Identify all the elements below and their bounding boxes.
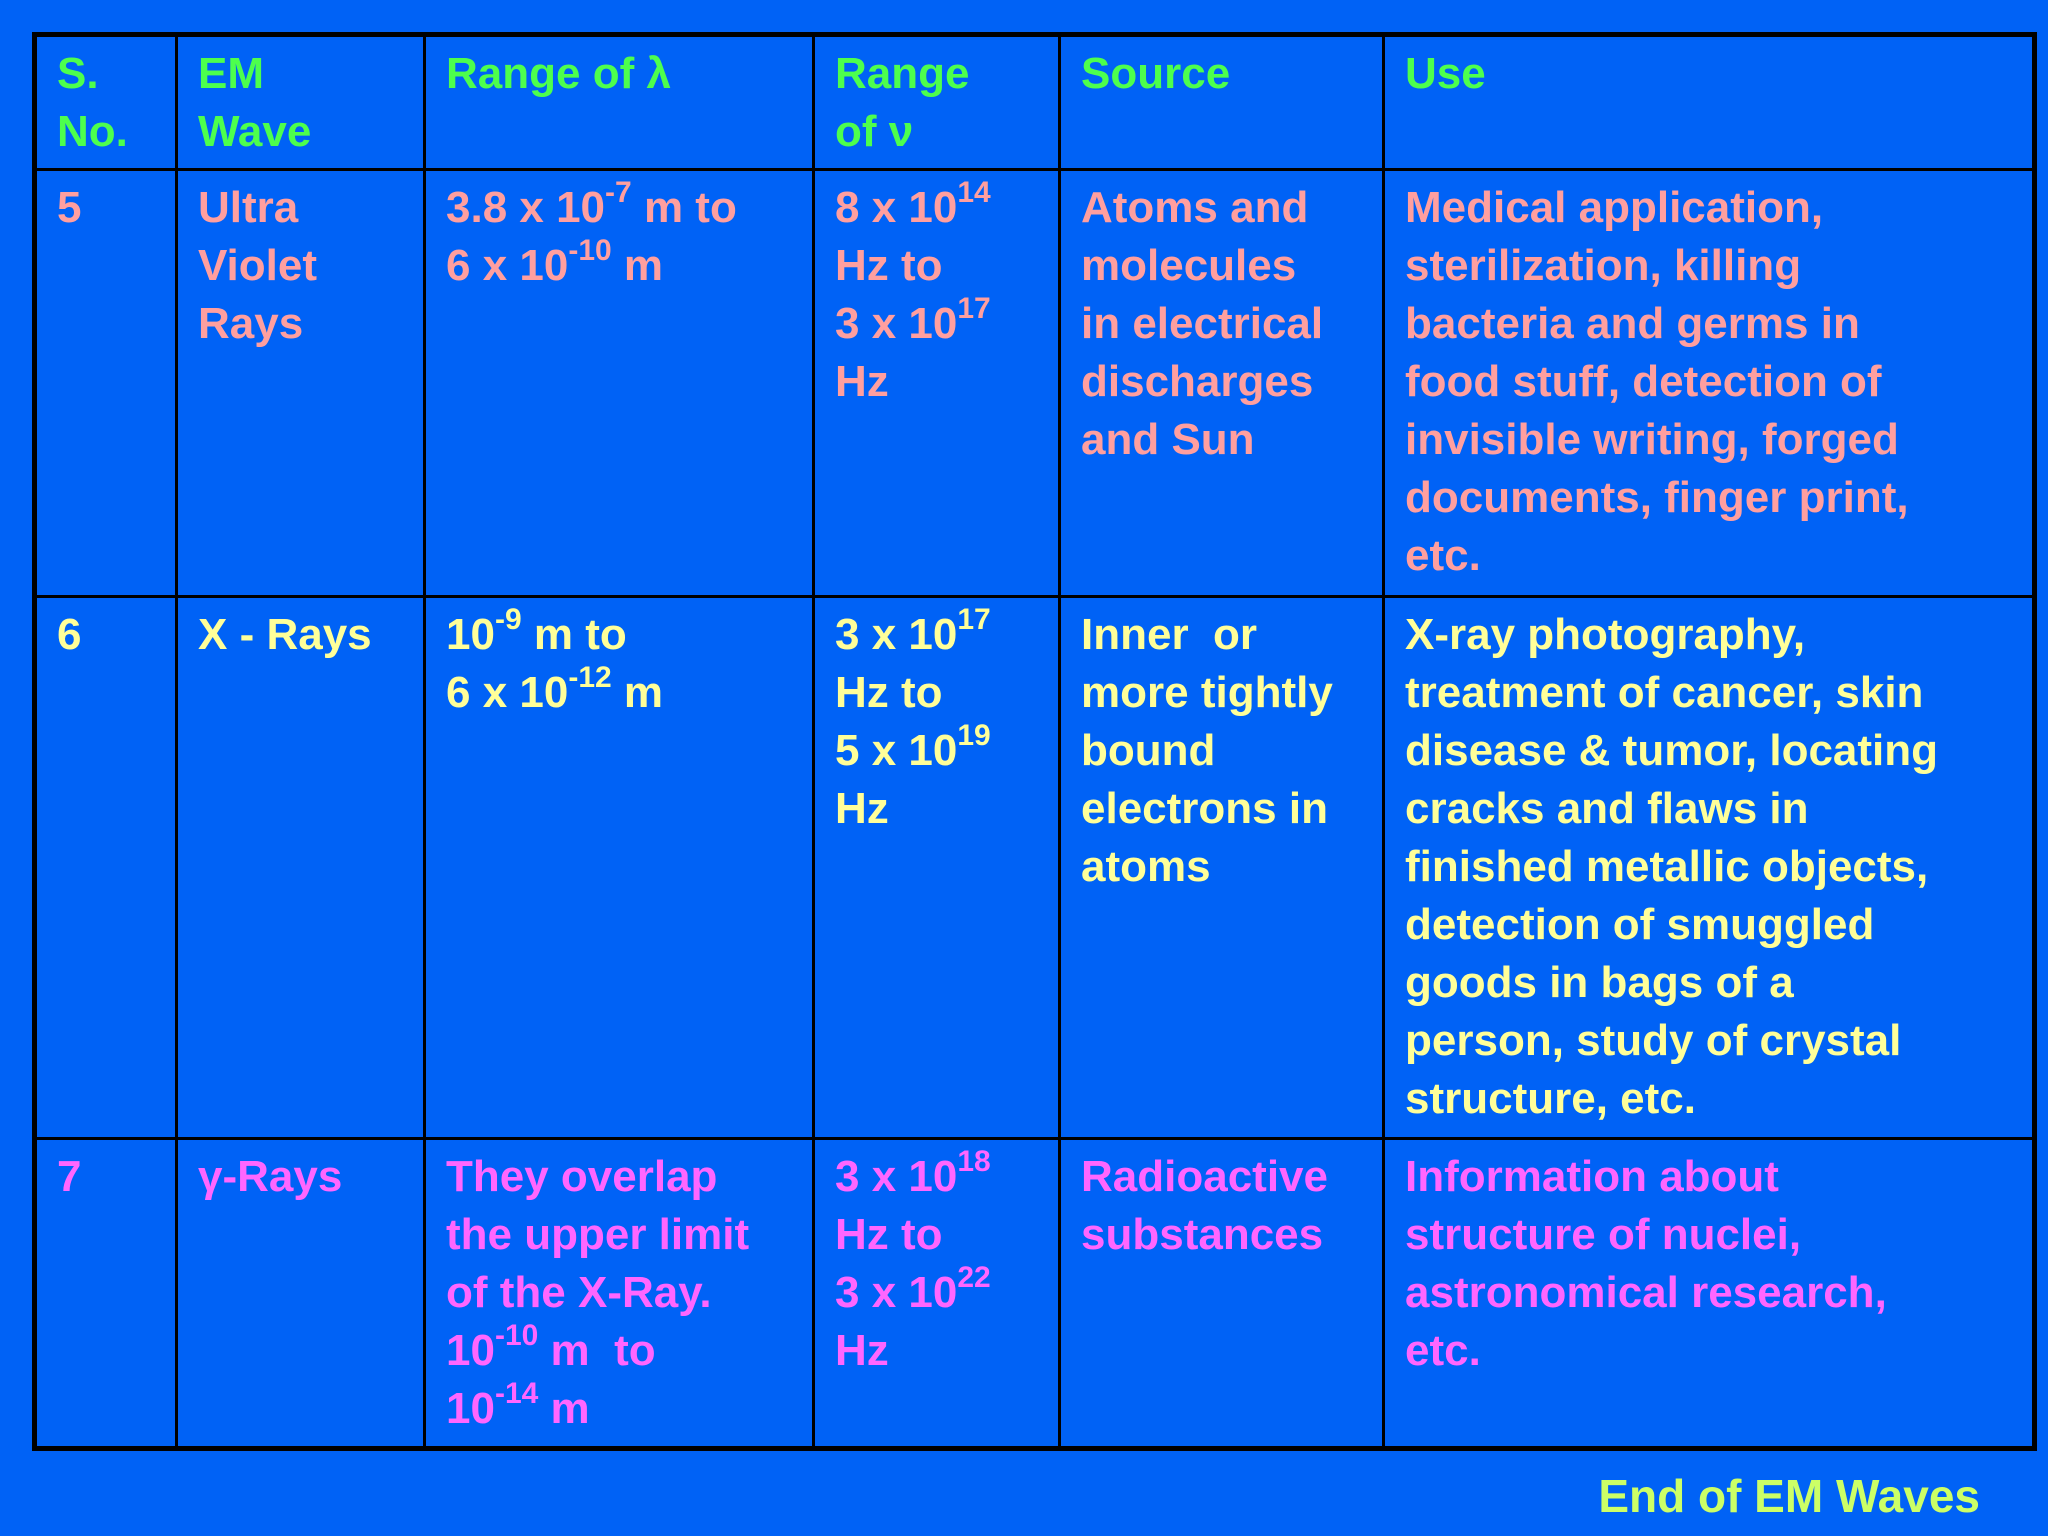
use-line: etc. [1405,1326,1481,1375]
lambda-unit: m [611,668,664,717]
source-cell [1060,1139,1384,1449]
nu-exponent: 22 [957,1261,991,1295]
lambda-mantissa: 3.8 x 10 [446,183,606,232]
wave-line: Ultra [198,183,299,232]
wave-cell [177,1139,425,1449]
header-nu-line: Range [835,49,970,98]
wave-line: Violet [198,241,318,290]
use-line: bacteria and germs in [1405,299,1860,348]
nu-line [835,1261,1050,1322]
header-sno-line: No. [57,107,128,156]
header-lambda-cell [425,35,814,170]
nu-mantissa: 3 x 10 [835,1268,958,1317]
nu-line: Hz to [835,668,943,717]
use-line: structure, etc. [1405,1074,1696,1123]
lambda-mantissa: 6 x 10 [446,668,569,717]
nu-mantissa: 8 x 10 [835,183,958,232]
lambda-exponent: -9 [494,603,522,637]
lambda-line: They overlap [446,1152,718,1201]
header-lambda-line: Range of λ [446,49,671,98]
lambda-line [446,176,804,237]
header-sno-cell [35,35,177,170]
use-cell [1384,170,2035,597]
source-line: atoms [1081,842,1211,891]
source-line: discharges [1081,357,1314,406]
sno-cell [35,1139,177,1449]
use-line: food stuff, detection of [1405,357,1882,406]
table-row-uv [35,170,2035,597]
header-source-line: Source [1081,49,1231,98]
use-line: finished metallic objects, [1405,842,1929,891]
use-cell [1384,597,2035,1139]
nu-mantissa: 5 x 10 [835,726,958,775]
header-sno-line: S. [57,49,99,98]
header-wave-line: EM [198,49,264,98]
table-row-xray [35,597,2035,1139]
use-line: treatment of cancer, skin [1405,668,1924,717]
use-line: cracks and flaws in [1405,784,1809,833]
source-cell [1060,597,1384,1139]
source-line: bound [1081,726,1216,775]
nu-line [835,1145,1050,1206]
wave-cell [177,597,425,1139]
lambda-line [446,234,804,295]
lambda-mantissa: 6 x 10 [446,241,569,290]
wave-line: Rays [198,299,304,348]
nu-cell [814,597,1060,1139]
nu-exponent: 14 [957,176,991,210]
use-line: structure of nuclei, [1405,1210,1802,1259]
sno-cell [35,170,177,597]
wave-line: γ-Rays [198,1152,343,1201]
lambda-mantissa: 10 [446,1384,495,1433]
use-line: disease & tumor, locating [1405,726,1939,775]
source-line: electrons in [1081,784,1328,833]
lambda-line [446,1319,804,1380]
use-line: goods in bags of a [1405,958,1794,1007]
use-line: invisible writing, forged [1405,415,1899,464]
lambda-exponent: -10 [568,234,612,268]
lambda-exponent: -10 [494,1319,539,1353]
use-line: X-ray photography, [1405,610,1806,659]
lambda-mantissa: 10 [446,1326,495,1375]
use-line: detection of smuggled [1405,900,1875,949]
use-line: Information about [1405,1152,1779,1201]
nu-mantissa: 3 x 10 [835,1152,958,1201]
sno-value: 6 [57,610,82,659]
source-cell [1060,170,1384,597]
use-cell [1384,1139,2035,1449]
lambda-unit: m [538,1384,590,1433]
lambda-cell [425,1139,814,1449]
lambda-exponent: -14 [494,1377,539,1411]
use-line: person, study of crystal [1405,1016,1902,1065]
wave-line: X - Rays [198,610,372,659]
source-line: Radioactive [1081,1152,1328,1201]
use-line: etc. [1405,531,1481,580]
lambda-line [446,603,804,664]
lambda-exponent: -7 [605,176,632,210]
source-line: in electrical [1081,299,1324,348]
lambda-unit: m to [538,1326,656,1375]
nu-line: Hz to [835,241,943,290]
header-wave-cell [177,35,425,170]
lambda-cell [425,597,814,1139]
nu-line: Hz [835,1326,889,1375]
header-use-cell [1384,35,2035,170]
header-nu-cell [814,35,1060,170]
use-line: Medical application, [1405,183,1824,232]
source-line: and Sun [1081,415,1255,464]
header-use-line: Use [1405,49,1486,98]
nu-line: Hz [835,784,889,833]
nu-exponent: 17 [957,292,991,326]
sno-value: 7 [57,1152,82,1201]
nu-line: Hz to [835,1210,943,1259]
table-row-gamma [35,1139,2035,1449]
nu-line [835,292,1050,353]
nu-exponent: 18 [957,1145,991,1179]
wave-cell [177,170,425,597]
lambda-unit: m [611,241,664,290]
source-line: molecules [1081,241,1297,290]
nu-exponent: 19 [957,719,991,753]
header-row [35,35,2035,170]
lambda-cell [425,170,814,597]
nu-exponent: 17 [957,603,991,637]
nu-mantissa: 3 x 10 [835,299,958,348]
nu-cell [814,1139,1060,1449]
source-line: Atoms and [1081,183,1309,232]
lambda-line: of the X-Ray. [446,1268,712,1317]
header-source-cell [1060,35,1384,170]
nu-line [835,719,1050,780]
nu-mantissa: 3 x 10 [835,610,958,659]
nu-line [835,603,1050,664]
lambda-unit: m to [521,610,627,659]
sno-cell [35,597,177,1139]
lambda-line [446,661,804,722]
use-line: sterilization, killing [1405,241,1802,290]
use-line: astronomical research, [1405,1268,1887,1317]
header-wave-line: Wave [198,107,312,156]
sno-value: 5 [57,183,82,232]
lambda-exponent: -12 [568,661,612,695]
nu-line: Hz [835,357,889,406]
lambda-mantissa: 10 [446,610,495,659]
lambda-line: the upper limit [446,1210,750,1259]
em-waves-table [32,32,2037,1451]
end-of-section-label: End of EM Waves [1598,1470,1980,1522]
header-nu-line: of ν [835,107,914,156]
source-line: Inner or [1081,610,1258,659]
source-line: more tightly [1081,668,1333,717]
use-line: documents, finger print, [1405,473,1909,522]
source-line: substances [1081,1210,1324,1259]
lambda-unit: m to [631,183,737,232]
lambda-line [446,1377,804,1438]
nu-line [835,176,1050,237]
nu-cell [814,170,1060,597]
